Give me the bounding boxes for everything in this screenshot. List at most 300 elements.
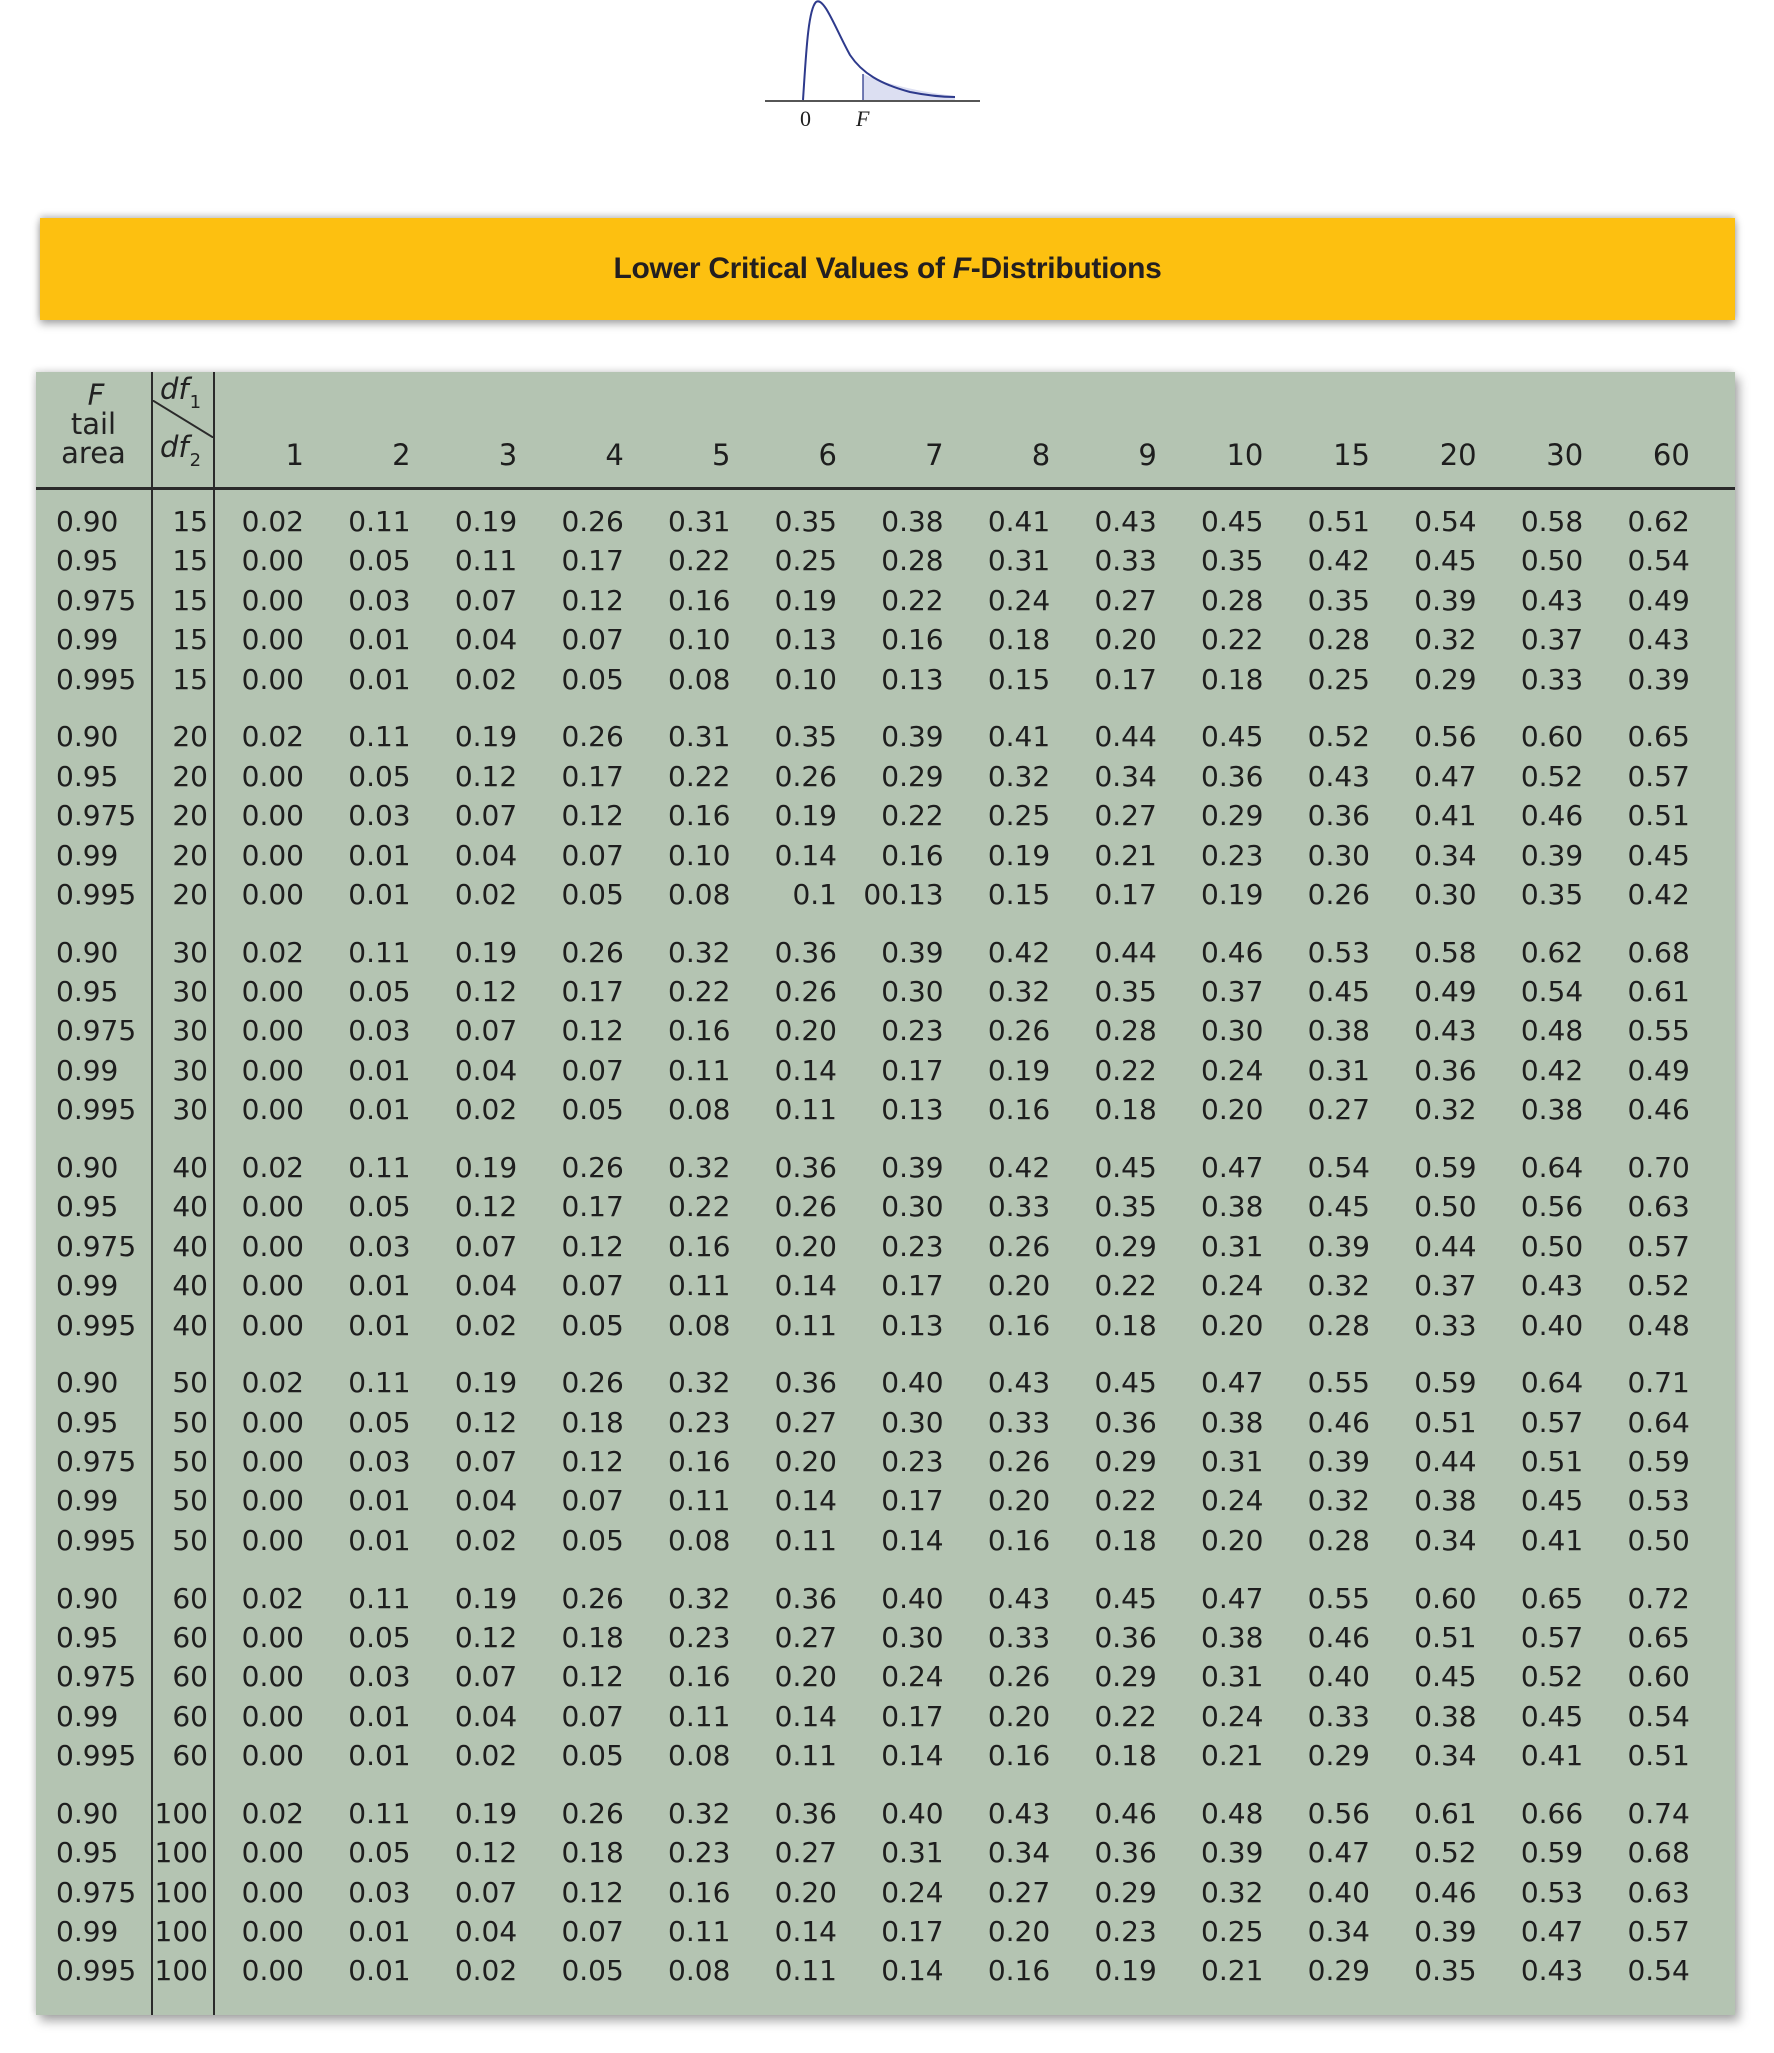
critical-value-cell: 0.01: [348, 623, 411, 657]
critical-value-cell: 0.40: [1307, 1660, 1370, 1694]
critical-value-cell: 0.24: [1201, 1484, 1264, 1518]
critical-value-cell: 0.40: [1307, 1875, 1370, 1909]
critical-value-cell: 0.60: [1520, 720, 1584, 754]
critical-value-cell: 0.54: [1520, 975, 1584, 1008]
critical-value-cell: 0.08: [668, 662, 731, 696]
tail-area-cell: 0.995: [56, 1739, 137, 1773]
df1-column-header: 3: [498, 438, 518, 472]
critical-value-cell: 0.26: [561, 1366, 624, 1400]
critical-value-cell: 0.46: [1201, 935, 1264, 969]
critical-value-cell: 0.01: [348, 1093, 411, 1127]
critical-value-cell: 0.17: [561, 975, 624, 1008]
critical-value-cell: 0.32: [1414, 623, 1477, 657]
df2-cell: 30: [172, 975, 208, 1008]
critical-value-cell: 0.17: [881, 1269, 944, 1303]
critical-value-cell: 0.33: [1414, 1308, 1477, 1342]
critical-value-cell: 0.00: [241, 1053, 304, 1087]
critical-value-cell: 0.00: [241, 1405, 304, 1439]
critical-value-cell: 0.05: [348, 1620, 411, 1654]
critical-value-cell: 0.01: [348, 1053, 411, 1087]
critical-value-cell: 0.44: [1414, 1445, 1477, 1478]
critical-value-cell: 0.03: [348, 1229, 411, 1263]
critical-value-cell: 0.16: [881, 623, 944, 657]
critical-value-cell: 0.36: [774, 1366, 837, 1400]
critical-value-cell: 0.26: [987, 1660, 1051, 1694]
critical-value-cell: 0.28: [1307, 1308, 1370, 1342]
critical-value-cell: 0.00: [241, 583, 304, 617]
critical-value-cell: 0.18: [1094, 1093, 1157, 1127]
critical-value-cell: 0.33: [987, 1190, 1051, 1224]
critical-value-cell: 0.02: [454, 1308, 518, 1342]
critical-value-cell: 0.12: [561, 1875, 624, 1909]
critical-value-cell: 0.00: [241, 838, 304, 872]
critical-value-cell: 0.28: [1307, 623, 1370, 657]
critical-value-cell: 0.32: [1414, 1093, 1477, 1127]
critical-value-cell: 0.13: [881, 1093, 944, 1127]
critical-value-cell: 0.22: [1094, 1269, 1157, 1303]
critical-value-cell: 0.02: [454, 877, 518, 911]
tail-area-cell: 0.95: [56, 1405, 119, 1439]
critical-value-cell: 0.16: [987, 1954, 1051, 1988]
critical-value-cell: 0.59: [1414, 1150, 1477, 1184]
critical-value-cell: 0.46: [1307, 1405, 1370, 1439]
critical-value-cell: 0.13: [881, 1308, 944, 1342]
title-italic-f: F: [952, 252, 971, 285]
df1-column-header: 2: [392, 438, 411, 472]
critical-value-cell: 0.48: [1201, 1796, 1264, 1830]
critical-value-cell: 0.45: [1520, 1699, 1584, 1733]
critical-value-cell: 0.55: [1627, 1014, 1690, 1048]
critical-value-cell: 0.20: [1201, 1523, 1264, 1557]
critical-value-cell: 0.28: [1201, 583, 1264, 617]
critical-value-cell: 0.31: [668, 505, 731, 538]
critical-value-cell: 0.20: [774, 1875, 837, 1909]
df1-column-header: 7: [925, 438, 944, 472]
critical-value-cell: 0.02: [241, 935, 304, 969]
critical-value-cell: 0.35: [1307, 583, 1370, 617]
critical-value-cell: 0.14: [774, 1915, 837, 1948]
critical-value-cell: 0.15: [987, 877, 1051, 911]
tail-area-cell: 0.975: [56, 1229, 137, 1263]
critical-value-cell: 0.14: [774, 1269, 837, 1303]
critical-value-cell: 0.48: [1520, 1014, 1584, 1048]
critical-value-cell: 0.36: [1094, 1405, 1157, 1439]
critical-value-cell: 0.04: [454, 1269, 518, 1303]
critical-value-cell: 0.27: [1094, 799, 1157, 833]
critical-value-cell: 0.34: [1307, 1915, 1370, 1948]
critical-value-cell: 0.07: [454, 799, 518, 833]
critical-value-cell: 0.05: [561, 1954, 624, 1988]
critical-value-cell: 0.27: [774, 1620, 837, 1654]
critical-value-cell: 0.28: [1094, 1014, 1157, 1048]
df2-cell: 40: [172, 1229, 208, 1263]
critical-value-cell: 0.19: [774, 799, 837, 833]
critical-value-cell: 0.05: [561, 1093, 624, 1127]
critical-value-cell: 0.26: [987, 1445, 1051, 1478]
critical-value-cell: 0.51: [1627, 1739, 1690, 1773]
df1-column-header: 30: [1546, 438, 1584, 472]
critical-value-cell: 0.45: [1094, 1366, 1157, 1400]
critical-value-cell: 0.36: [774, 1150, 837, 1184]
critical-value-cell: 0.01: [348, 1308, 411, 1342]
df2-cell: 20: [172, 838, 208, 872]
critical-value-cell: 0.40: [881, 1581, 944, 1615]
critical-value-cell: 0.00: [241, 1915, 304, 1948]
critical-value-cell: 0.44: [1414, 1229, 1477, 1263]
critical-value-cell: 0.41: [1414, 799, 1477, 833]
critical-value-cell: 0.08: [668, 1523, 731, 1557]
critical-value-cell: 0.52: [1520, 759, 1584, 793]
critical-value-cell: 0.11: [348, 1581, 411, 1615]
critical-value-cell: 0.17: [1094, 662, 1157, 696]
critical-value-cell: 0.32: [668, 1150, 731, 1184]
critical-value-cell: 0.01: [348, 1954, 411, 1988]
df1-column-header: 20: [1439, 438, 1477, 472]
critical-value-cell: 0.05: [348, 759, 411, 793]
critical-value-cell: 0.52: [1414, 1836, 1477, 1870]
critical-value-cell: 0.22: [1094, 1053, 1157, 1087]
critical-value-cell: 0.00: [241, 1093, 304, 1127]
critical-value-cell: 0.17: [561, 759, 624, 793]
critical-value-cell: 0.26: [561, 935, 624, 969]
critical-value-cell: 0.41: [1520, 1739, 1584, 1773]
critical-value-cell: 0.16: [668, 799, 731, 833]
critical-value-cell: 0.52: [1520, 1660, 1584, 1694]
critical-value-cell: 0.00: [241, 1739, 304, 1773]
critical-value-cell: 0.17: [1094, 877, 1157, 911]
critical-value-cell: 0.19: [454, 1150, 518, 1184]
tail-area-cell: 0.90: [56, 505, 119, 538]
df2-cell: 60: [172, 1660, 208, 1694]
critical-value-cell: 0.11: [668, 1053, 731, 1087]
critical-value-cell: 0.19: [454, 505, 518, 538]
critical-value-cell: 0.58: [1520, 505, 1584, 538]
tail-area-cell: 0.99: [56, 1269, 119, 1303]
critical-value-cell: 0.05: [561, 1308, 624, 1342]
critical-value-cell: 0.11: [774, 1093, 837, 1127]
critical-value-cell: 0.68: [1627, 1836, 1690, 1870]
critical-value-cell: 0.00: [241, 975, 304, 1008]
critical-value-cell: 0.36: [1307, 799, 1370, 833]
critical-value-cell: 0.01: [348, 662, 411, 696]
critical-value-cell: 0.14: [881, 1523, 944, 1557]
tail-area-cell: 0.90: [56, 1796, 119, 1830]
critical-value-cell: 0.39: [1201, 1836, 1264, 1870]
critical-value-cell: 0.31: [1201, 1445, 1264, 1478]
critical-value-cell: 0.30: [1201, 1014, 1264, 1048]
critical-value-cell: 0.70: [1627, 1150, 1690, 1184]
critical-value-cell: 0.32: [987, 975, 1051, 1008]
critical-value-cell: 0.19: [987, 838, 1051, 872]
critical-value-cell: 0.35: [1094, 975, 1157, 1008]
critical-value-cell: 0.49: [1414, 975, 1477, 1008]
critical-value-cell: 0.57: [1520, 1405, 1584, 1439]
critical-value-cell: 0.48: [1627, 1308, 1690, 1342]
critical-value-cell: 0.36: [1201, 759, 1264, 793]
critical-value-cell: 0.22: [1094, 1484, 1157, 1518]
critical-value-cell: 0.42: [1627, 877, 1690, 911]
critical-value-cell: 0.31: [1201, 1660, 1264, 1694]
critical-value-cell: 0.04: [454, 1484, 518, 1518]
critical-value-cell: 0.22: [668, 1190, 731, 1224]
critical-value-cell: 0.11: [668, 1484, 731, 1518]
critical-value-cell: 0.27: [1094, 583, 1157, 617]
critical-value-cell: 0.17: [881, 1699, 944, 1733]
critical-value-cell: 0.14: [774, 1053, 837, 1087]
critical-value-cell: 0.00: [241, 544, 304, 578]
critical-value-cell: 0.32: [668, 1366, 731, 1400]
critical-value-cell: 0.65: [1627, 720, 1690, 754]
critical-value-cell: 0.23: [1094, 1915, 1157, 1948]
df2-cell: 20: [172, 877, 208, 911]
critical-value-cell: 0.05: [348, 544, 411, 578]
critical-value-cell: 0.07: [454, 583, 518, 617]
critical-value-cell: 0.04: [454, 1699, 518, 1733]
critical-value-cell: 0.35: [1094, 1190, 1157, 1224]
critical-value-cell: 0.05: [561, 877, 624, 911]
critical-value-cell: 0.01: [348, 1484, 411, 1518]
df1-subscript: 1: [189, 392, 202, 413]
critical-value-cell: 0.03: [348, 1660, 411, 1694]
critical-value-cell: 0.50: [1520, 544, 1584, 578]
critical-value-cell: 0.11: [454, 544, 518, 578]
df2-cell: 50: [172, 1523, 208, 1557]
critical-value-cell: 0.62: [1627, 505, 1690, 538]
critical-value-cell: 0.1: [792, 877, 837, 911]
critical-value-cell: 0.13: [881, 662, 944, 696]
critical-value-cell: 0.39: [1627, 662, 1690, 696]
header-rule: [36, 487, 1735, 490]
critical-value-cell: 0.01: [348, 1523, 411, 1557]
critical-value-cell: 0.08: [668, 1954, 731, 1988]
table-title-banner: [40, 218, 1735, 320]
critical-value-cell: 0.26: [561, 1150, 624, 1184]
df2-cell: 100: [154, 1796, 208, 1830]
critical-value-cell: 0.50: [1520, 1229, 1584, 1263]
critical-value-cell: 0.23: [668, 1620, 731, 1654]
critical-value-cell: 0.16: [668, 1229, 731, 1263]
critical-value-cell: 0.07: [454, 1445, 518, 1478]
critical-value-cell: 0.56: [1414, 720, 1477, 754]
critical-value-cell: 0.53: [1627, 1484, 1690, 1518]
df1-column-header: 1: [285, 438, 304, 472]
critical-value-cell: 0.02: [241, 1366, 304, 1400]
critical-value-cell: 0.12: [454, 975, 518, 1008]
critical-value-cell: 0.12: [454, 1836, 518, 1870]
critical-value-cell: 0.54: [1627, 1954, 1690, 1988]
critical-value-cell: 0.02: [241, 1796, 304, 1830]
critical-value-cell: 0.53: [1307, 935, 1370, 969]
critical-value-cell: 0.64: [1520, 1150, 1584, 1184]
critical-value-cell: 0.29: [1094, 1875, 1157, 1909]
df2-header: [160, 430, 202, 471]
critical-value-cell: 0.24: [881, 1875, 944, 1909]
critical-value-cell: 0.01: [348, 1699, 411, 1733]
critical-value-cell: 0.20: [774, 1229, 837, 1263]
critical-value-cell: 0.17: [561, 1190, 624, 1224]
critical-value-cell: 0.30: [881, 1620, 944, 1654]
critical-value-cell: 0.42: [1520, 1053, 1584, 1087]
critical-value-cell: 0.19: [454, 935, 518, 969]
critical-value-cell: 0.53: [1520, 1875, 1584, 1909]
critical-value-cell: 0.35: [774, 720, 837, 754]
critical-value-cell: 0.01: [348, 838, 411, 872]
critical-value-cell: 0.38: [1414, 1699, 1477, 1733]
critical-value-cell: 0.58: [1414, 935, 1477, 969]
critical-value-cell: 0.31: [668, 720, 731, 754]
critical-value-cell: 0.32: [987, 759, 1051, 793]
critical-value-cell: 0.21: [1201, 1739, 1264, 1773]
critical-value-cell: 0.54: [1627, 1699, 1690, 1733]
critical-value-cell: 0.00: [241, 1875, 304, 1909]
critical-value-cell: 0.08: [668, 877, 731, 911]
critical-value-cell: 0.33: [1520, 662, 1584, 696]
critical-value-cell: 0.14: [881, 1739, 944, 1773]
critical-value-cell: 0.17: [881, 1484, 944, 1518]
tail-area-cell: 0.975: [56, 1014, 137, 1048]
critical-value-cell: 0.23: [881, 1229, 944, 1263]
critical-value-cell: 0.61: [1414, 1796, 1477, 1830]
critical-value-cell: 0.22: [881, 799, 944, 833]
critical-value-cell: 0.19: [774, 583, 837, 617]
critical-value-cell: 0.45: [1520, 1484, 1584, 1518]
tail-area-cell: 0.90: [56, 1150, 119, 1184]
critical-value-cell: 0.16: [668, 1014, 731, 1048]
critical-value-cell: 0.10: [668, 623, 731, 657]
critical-value-cell: 0.49: [1627, 583, 1690, 617]
critical-value-cell: 0.23: [1201, 838, 1264, 872]
critical-value-cell: 0.16: [987, 1523, 1051, 1557]
critical-value-cell: 0.37: [1520, 623, 1584, 657]
critical-value-cell: 0.74: [1627, 1796, 1690, 1830]
tail-area-cell: 0.995: [56, 1308, 137, 1342]
critical-value-cell: 0.05: [348, 1190, 411, 1224]
critical-value-cell: 0.43: [1520, 1954, 1584, 1988]
critical-value-cell: 0.29: [1094, 1445, 1157, 1478]
critical-value-cell: 0.51: [1307, 505, 1370, 538]
critical-value-cell: 0.43: [987, 1796, 1051, 1830]
critical-value-cell: 0.05: [561, 1523, 624, 1557]
critical-value-cell: 0.03: [348, 1014, 411, 1048]
critical-value-cell: 0.11: [774, 1739, 837, 1773]
tail-area-cell: 0.975: [56, 1660, 137, 1694]
critical-value-cell: 0.26: [1307, 877, 1370, 911]
critical-value-cell: 0.20: [1094, 623, 1157, 657]
critical-value-cell: 0.24: [1201, 1699, 1264, 1733]
title-prefix: Lower Critical Values of: [613, 252, 953, 285]
critical-value-cell: 0.46: [1094, 1796, 1157, 1830]
critical-value-cell: 0.24: [987, 583, 1051, 617]
critical-value-cell: 0.35: [1201, 544, 1264, 578]
df2-cell: 60: [172, 1699, 208, 1733]
critical-value-cell: 0.00: [241, 1620, 304, 1654]
critical-value-cell: 0.38: [1201, 1190, 1264, 1224]
critical-value-cell: 0.45: [1414, 1660, 1477, 1694]
tail-area-cell: 0.95: [56, 1190, 119, 1224]
critical-value-cell: 0.11: [348, 720, 411, 754]
critical-value-cell: 0.18: [1094, 1739, 1157, 1773]
critical-value-cell: 0.55: [1307, 1581, 1370, 1615]
critical-value-cell: 0.32: [1307, 1484, 1370, 1518]
df1-column-header: 6: [818, 438, 837, 472]
critical-value-cell: 0.25: [1307, 662, 1370, 696]
critical-value-cell: 0.57: [1627, 1915, 1690, 1948]
tail-area-cell: 0.95: [56, 1620, 119, 1654]
critical-value-cell: 0.41: [987, 505, 1051, 538]
critical-value-cell: 0.22: [668, 759, 731, 793]
critical-value-cell: 0.57: [1627, 1229, 1690, 1263]
critical-value-cell: 0.11: [774, 1523, 837, 1557]
tail-area-cell: 0.995: [56, 1093, 137, 1127]
critical-value-cell: 0.65: [1627, 1620, 1690, 1654]
critical-value-cell: 0.39: [1414, 1915, 1477, 1948]
critical-value-cell: 0.28: [881, 544, 944, 578]
critical-value-cell: 0.19: [454, 1796, 518, 1830]
critical-value-cell: 0.29: [1307, 1954, 1370, 1988]
critical-value-cell: 0.24: [881, 1660, 944, 1694]
critical-value-cell: 0.45: [1307, 975, 1370, 1008]
tail-area-cell: 0.90: [56, 935, 119, 969]
critical-value-cell: 0.38: [1520, 1093, 1584, 1127]
critical-value-cell: 0.18: [561, 1836, 624, 1870]
critical-value-cell: 0.34: [1414, 838, 1477, 872]
critical-value-cell: 0.16: [668, 1875, 731, 1909]
critical-value-cell: 0.32: [1201, 1875, 1264, 1909]
critical-value-cell: 0.00: [241, 799, 304, 833]
df1-column-header: 15: [1333, 438, 1370, 472]
critical-value-cell: 0.54: [1307, 1150, 1370, 1184]
df2-cell: 15: [172, 505, 208, 538]
critical-value-cell: 0.11: [668, 1915, 731, 1948]
critical-value-cell: 0.42: [987, 1150, 1051, 1184]
critical-value-cell: 0.20: [987, 1269, 1051, 1303]
critical-value-cell: 0.34: [1414, 1739, 1477, 1773]
critical-value-cell: 0.03: [348, 799, 411, 833]
critical-value-cell: 0.45: [1307, 1190, 1370, 1224]
critical-value-cell: 0.27: [1307, 1093, 1370, 1127]
critical-value-cell: 0.08: [668, 1093, 731, 1127]
critical-value-cell: 0.47: [1201, 1581, 1264, 1615]
df2-cell: 40: [172, 1190, 208, 1224]
critical-value-cell: 0.11: [348, 1366, 411, 1400]
critical-value-cell: 0.22: [1094, 1699, 1157, 1733]
critical-value-cell: 0.11: [668, 1269, 731, 1303]
axis-zero-label: 0: [800, 106, 811, 131]
critical-value-cell: 0.05: [348, 1836, 411, 1870]
critical-value-cell: 0.00: [241, 1523, 304, 1557]
critical-value-cell: 0.47: [1201, 1366, 1264, 1400]
critical-value-cell: 0.46: [1307, 1620, 1370, 1654]
critical-value-cell: 0.05: [561, 1739, 624, 1773]
df1-column-header: 9: [1138, 438, 1157, 472]
critical-value-cell: 0.02: [454, 1093, 518, 1127]
critical-value-cell: 0.00: [241, 1954, 304, 1988]
critical-value-cell: 0.25: [1201, 1915, 1264, 1948]
critical-value-cell: 0.04: [454, 623, 518, 657]
critical-value-cell: 0.18: [987, 623, 1051, 657]
tail-area-cell: 0.975: [56, 1875, 137, 1909]
critical-value-cell: 0.54: [1627, 544, 1690, 578]
critical-value-cell: 0.51: [1520, 1445, 1584, 1478]
critical-value-cell: 0.39: [881, 720, 944, 754]
critical-value-cell: 0.34: [1094, 759, 1157, 793]
critical-value-cell: 0.33: [987, 1405, 1051, 1439]
critical-value-cell: 0.02: [241, 1150, 304, 1184]
critical-value-cell: 0.33: [1094, 544, 1157, 578]
critical-value-cell: 0.08: [668, 1308, 731, 1342]
critical-value-cell: 0.04: [454, 1915, 518, 1948]
critical-value-cell: 0.17: [881, 1915, 944, 1948]
